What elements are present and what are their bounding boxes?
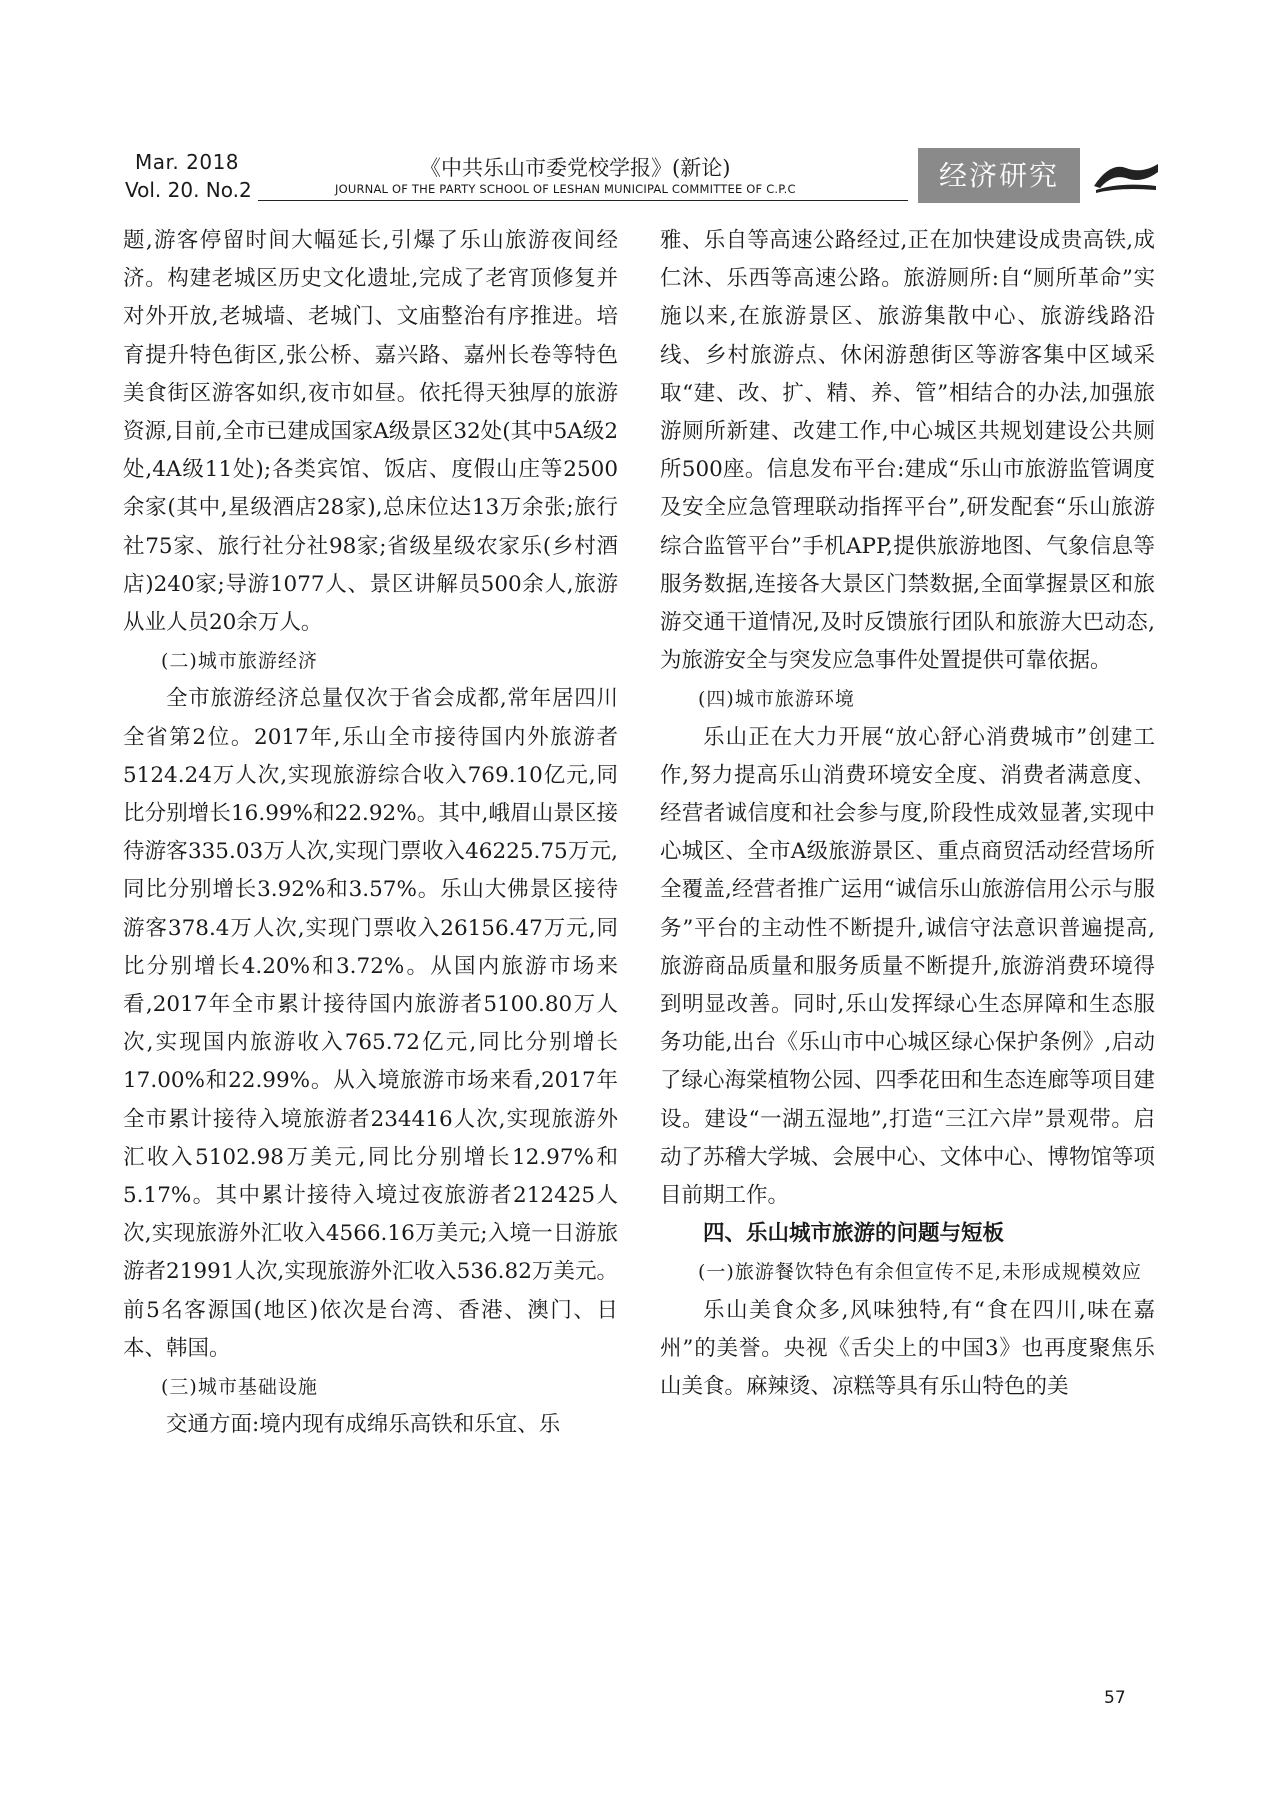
journal-logo-icon — [1090, 156, 1162, 196]
subsection-heading: (二)城市旅游经济 — [161, 650, 318, 673]
page-number: 57 — [1104, 1688, 1126, 1708]
issue-date: Mar. 2018 — [135, 150, 240, 174]
body-paragraph: 交通方面:境内现有成绵乐高铁和乐宜、乐 — [166, 1412, 561, 1438]
body-paragraph: 全市旅游经济总量仅次于省会成都,常年居四川全省第2位。2017年,乐山全市接待国内外旅游者5124.24万人次,实现旅游综合收入769.10亿元,同比分别增长16.99%和22.92%。其中,峨眉山景区接待游客335.03万人次,实现门票收入46225.75万元,同比分别增长3.92%和3.57%。乐山大佛景区接待游客378.4万人次,实现门票收入26156.47万元,同比分别增长4.20%和3.72%。从国内旅游市场来看,2017年全市累计接待国内旅游者5100.80万人次,实现国内旅游收入765.72亿元,同比分别增长17.00%和22.99%。从入境旅游市场来看,2017年全市累计接待入境旅游者234416人次,实现旅游外汇收入5102.98万美元,同比分别增长12.97%和5.17%。其中累计接待入境过夜旅游者212425人次,实现旅游外汇收入4566.16万美元;入境一日游旅游者21991人次,实现旅游外汇收入536.82万美元。前5名客源国(地区)依次是台湾、香港、澳门、日本、韩国。 — [123, 686, 618, 1361]
right-column — [660, 222, 1155, 1406]
section-heading: 四、乐山城市旅游的问题与短板 — [703, 1221, 1005, 1247]
left-column — [123, 222, 618, 1445]
journal-title-cn: 《中共乐山市委党校学报》(新论) — [420, 156, 731, 180]
issue-volume: Vol. 20. No.2 — [125, 178, 252, 202]
subsection-heading: (三)城市基础设施 — [161, 1376, 318, 1399]
subsection-heading: (一)旅游餐饮特色有余但宣传不足,未形成规模效应 — [698, 1261, 1142, 1284]
section-badge: 经济研究 — [918, 148, 1080, 203]
body-paragraph: 乐山美食众多,风味独特,有“食在四川,味在嘉州”的美誉。央视《舌尖上的中国3》也再度聚焦乐山美食。麻辣烫、凉糕等具有乐山特色的美 — [660, 1297, 1155, 1400]
journal-title-en: JOURNAL OF THE PARTY SCHOOL OF LESHAN MUNICIPAL COMMITTEE OF C.P.C — [335, 182, 796, 196]
subsection-heading: (四)城市旅游环境 — [698, 688, 855, 711]
body-paragraph: 题,游客停留时间大幅延长,引爆了乐山旅游夜间经济。构建老城区历史文化遗址,完成了老宵顶修复并对外开放,老城墙、老城门、文庙整治有序推进。培育提升特色街区,张公桥、嘉兴路、嘉州长卷等特色美食街区游客如织,夜市如昼。依托得天独厚的旅游资源,目前,全市已建成国家A级景区32处(其中5A级2处,4A级11处);各类宾馆、饭店、度假山庄等2500余家(其中,星级酒店28家),总床位达13万余张;旅行社75家、旅行社分社98家;省级星级农家乐(乡村酒店)240家;导游1077人、景区讲解员500余人,旅游从业人员20余万人。 — [123, 228, 618, 636]
page-header — [0, 0, 1279, 220]
header-rule — [258, 200, 908, 201]
body-paragraph: 雅、乐自等高速公路经过,正在加快建设成贵高铁,成仁沐、乐西等高速公路。旅游厕所:自“厕所革命”实施以来,在旅游景区、旅游集散中心、旅游线路沿线、乡村旅游点、休闲游憩街区等游客集中区域采取“建、改、扩、精、养、管”相结合的办法,加强旅游厕所新建、改建工作,中心城区共规划建设公共厕所500座。信息发布平台:建成“乐山市旅游监管调度及安全应急管理联动指挥平台”,研发配套“乐山旅游综合监管平台”手机APP,提供旅游地图、气象信息等服务数据,连接各大景区门禁数据,全面掌握景区和旅游交通干道情况,及时反馈旅行团队和旅游大巴动态,为旅游安全与突发应急事件处置提供可靠依据。 — [660, 228, 1155, 674]
body-paragraph: 乐山正在大力开展“放心舒心消费城市”创建工作,努力提高乐山消费环境安全度、消费者满意度、经营者诚信度和社会参与度,阶段性成效显著,实现中心城区、全市A级旅游景区、重点商贸活动经营场所全覆盖,经营者推广运用“诚信乐山旅游信用公示与服务”平台的主动性不断提升,诚信守法意识普遍提高,旅游商品质量和服务质量不断提升,旅游消费环境得到明显改善。同时,乐山发挥绿心生态屏障和生态服务功能,出台《乐山市中心城区绿心保护条例》,启动了绿心海棠植物公园、四季花田和生态连廊等项目建设。建设“一湖五湿地”,打造“三江六岸”景观带。启动了苏稽大学城、会展中心、文体中心、博物馆等项目前期工作。 — [660, 724, 1155, 1209]
